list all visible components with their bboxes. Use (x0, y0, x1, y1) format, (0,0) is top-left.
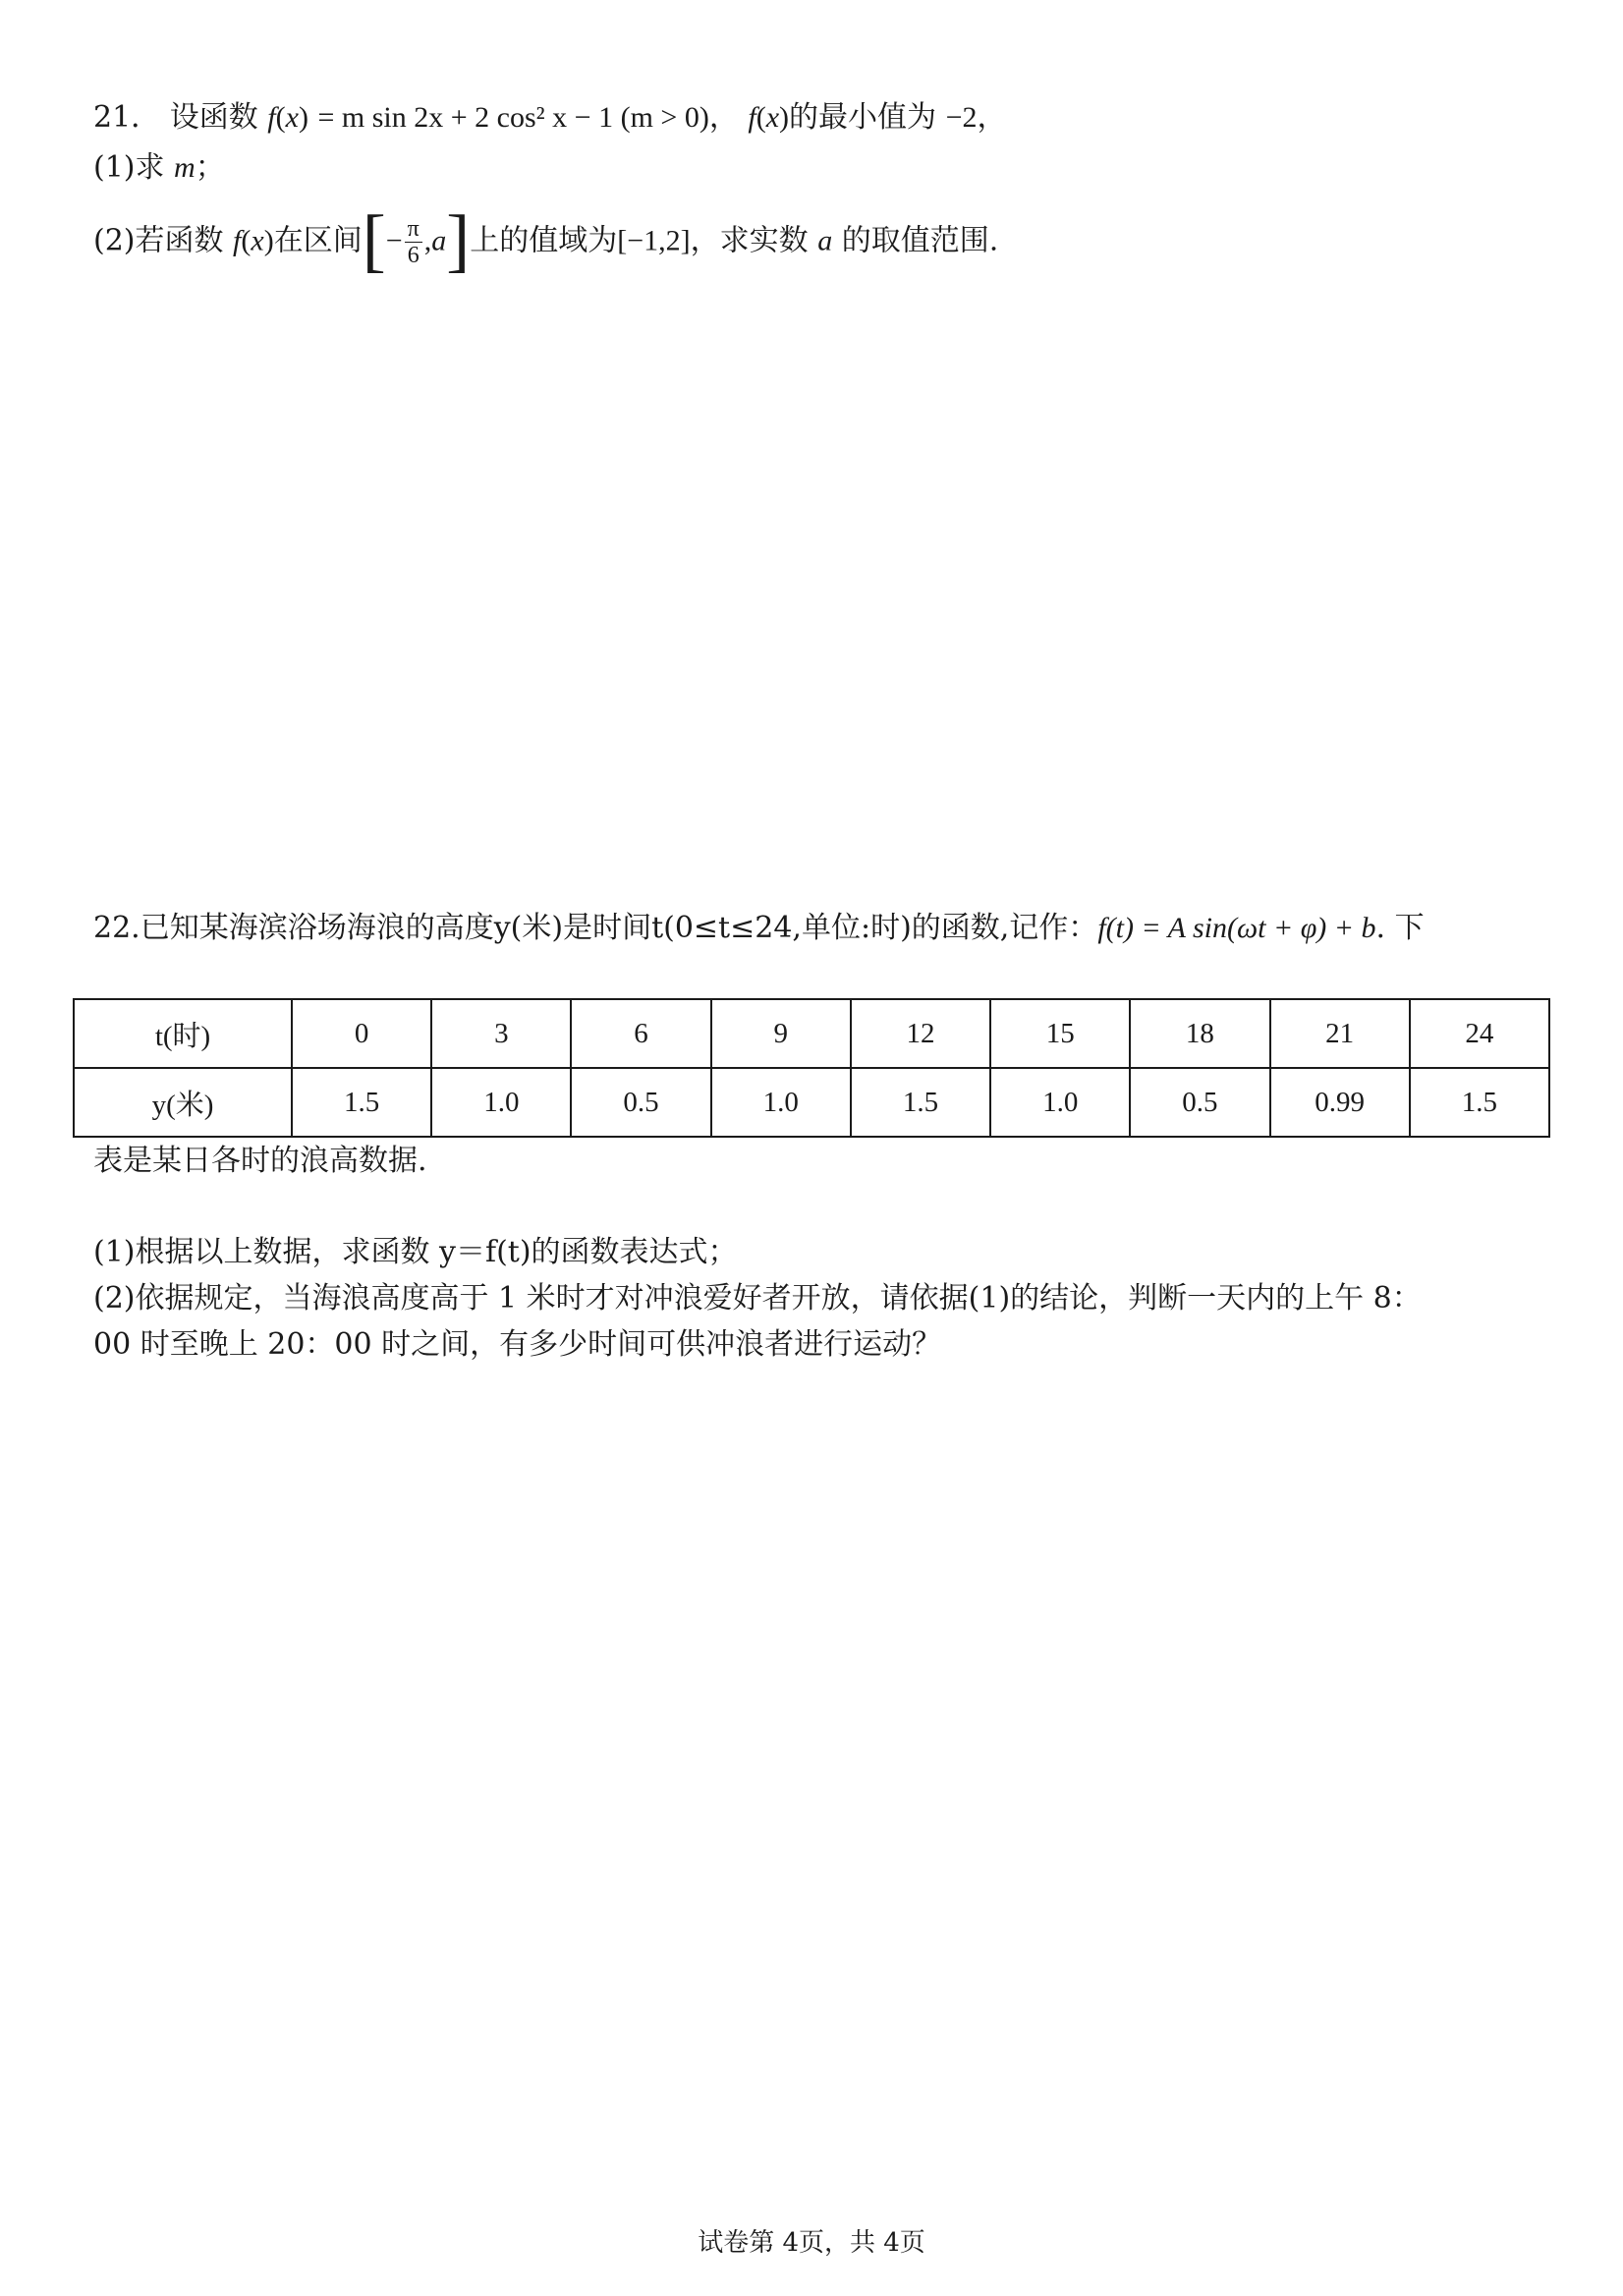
q21-func-var: x (285, 101, 299, 134)
q22-number: 22. (93, 911, 140, 945)
table-cell: 1.0 (711, 1068, 851, 1137)
table-cell: 18 (1130, 999, 1269, 1068)
q21-separator: ， (708, 100, 739, 135)
q22-stem-continued: 表是某日各时的浪高数据. (93, 1144, 427, 1178)
q21-func-name: f (267, 101, 276, 134)
q22-formula: f(t) = A sin(ωt + φ) + b (1097, 912, 1376, 944)
q21-part2: (2)若函数 f(x)在区间[− $\frac{\pi}{6}$ ,a]上的值域为[−1,2]，求实数 a 的取值范围. (93, 200, 999, 280)
q21-number: 21． (93, 100, 161, 135)
q21-stem: 21． 设函数 f(x) = m sin 2x + 2 cos² x − 1 (m > 0)， f(x)的最小值为 −2， (93, 100, 1007, 135)
table-cell: 9 (711, 999, 851, 1068)
row-header-t: t(时) (74, 999, 292, 1068)
table-cell: 1.0 (431, 1068, 571, 1137)
table-cell: 12 (851, 999, 990, 1068)
q21-min-text: 的最小值为 (789, 100, 937, 135)
table-cell: 0.5 (571, 1068, 710, 1137)
table-row-y (74, 1068, 1549, 1137)
q21-range-value: [−1,2] (617, 224, 691, 257)
table-cell: 0.5 (1130, 1068, 1269, 1137)
q21-intro: 设函数 (169, 100, 258, 135)
page-footer: 试卷第 4页，共 4页 (698, 2228, 925, 2258)
table-cell: 15 (990, 999, 1130, 1068)
table-cell: 0 (292, 999, 431, 1068)
table-cell: 21 (1270, 999, 1410, 1068)
q22-part2-line2: 00 时至晚上 20：00 时之间，有多少时间可供冲浪者进行运动？ (93, 1327, 942, 1362)
table-cell: 3 (431, 999, 571, 1068)
row-header-y: y(米) (74, 1068, 292, 1137)
q21-part1: (1)求 m； (93, 150, 225, 185)
table-row-t (74, 999, 1549, 1068)
table-cell: 1.5 (1410, 1068, 1549, 1137)
q22-part2-line1: (2)依据规定，当海浪高度高于 1 米时才对冲浪爱好者开放，请依据(1)的结论，判断一天内的上午 8： (93, 1281, 1422, 1316)
table-cell: 0.99 (1270, 1068, 1410, 1137)
q21-fraction: $\frac{\pi}{6}$ (405, 216, 422, 268)
table-cell: 1.5 (851, 1068, 990, 1137)
q21-formula: = m sin 2x + 2 cos² x − 1 (m > 0) (317, 101, 709, 134)
table-cell: 6 (571, 999, 710, 1068)
table-cell: 24 (1410, 999, 1549, 1068)
q22-part1: (1)根据以上数据，求函数 y＝f(t)的函数表达式； (93, 1235, 738, 1269)
wave-height-table (73, 998, 1550, 1138)
q21-min-value: −2 (945, 101, 978, 134)
table-cell: 1.5 (292, 1068, 431, 1137)
q22-stem: 22.已知某海滨浴场海浪的高度y(米)是时间t(0≤t≤24,单位:时)的函数,记作：f(t) = A sin(ωt + φ) + b. 下 (93, 911, 1425, 945)
table-cell: 1.0 (990, 1068, 1130, 1137)
